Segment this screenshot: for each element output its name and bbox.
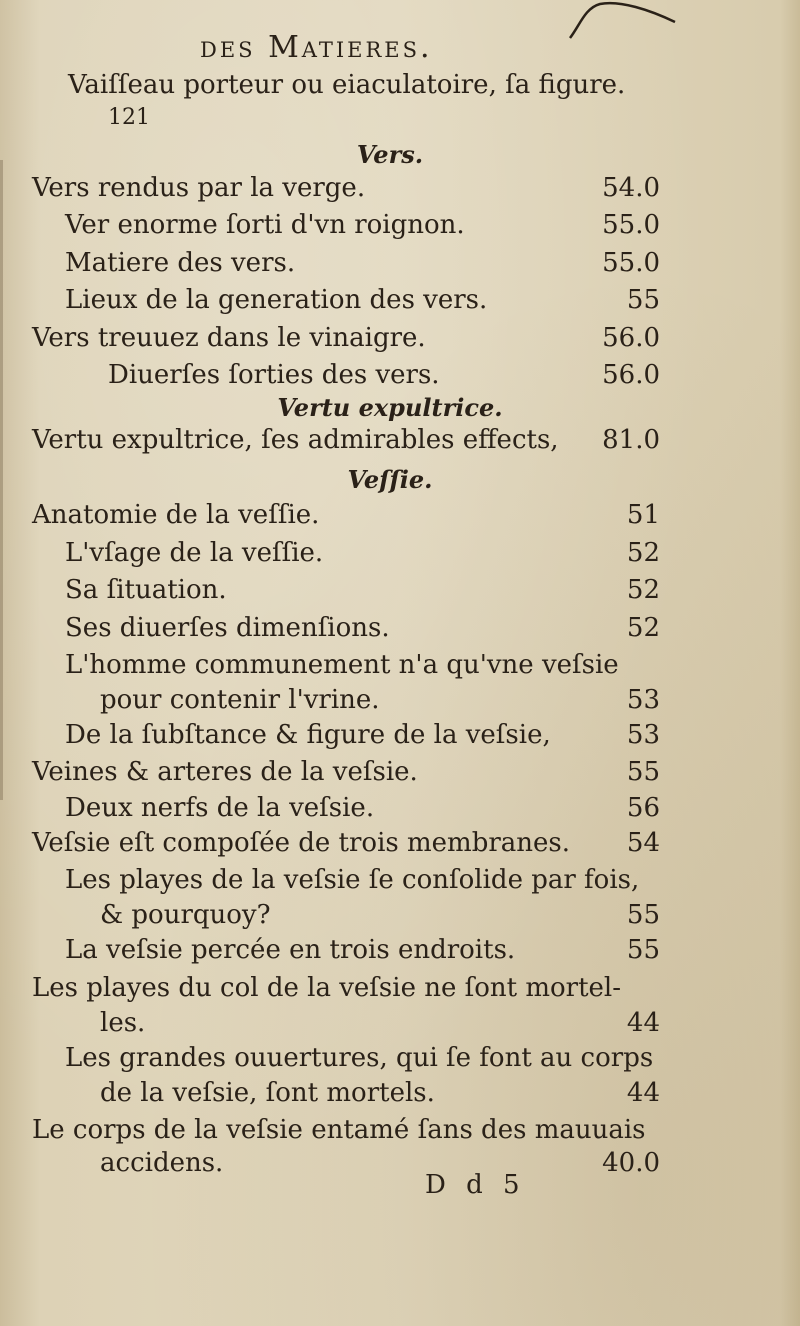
index-entry — [0, 1003, 800, 1043]
entry-page-number: 52 — [626, 538, 660, 568]
entry-page-number: 40.0 — [602, 1148, 660, 1178]
index-entry — [0, 98, 800, 138]
index-entry — [0, 205, 800, 245]
entry-page-number: 44 — [626, 1008, 660, 1038]
index-entry — [0, 788, 800, 828]
index-entry — [0, 823, 800, 863]
entry-text: Ver enorme ſorti d'vn roignon. — [65, 210, 465, 240]
index-entry — [0, 930, 800, 970]
entry-page-number: 52 — [626, 613, 660, 643]
index-entry — [0, 168, 800, 208]
entry-page-number: 55.0 — [602, 210, 660, 240]
entry-page-number: 55.0 — [602, 248, 660, 278]
entry-text: L'homme communement n'a qu'vne veſsie — [65, 650, 619, 680]
entry-page-number: 44 — [626, 1078, 660, 1108]
entry-page-number: 55 — [626, 285, 660, 315]
running-head: des Matieres. — [200, 30, 433, 65]
entry-text: Veſsie eſt compoſée de trois membranes. — [32, 828, 571, 858]
index-entry — [0, 1038, 800, 1078]
entry-text: pour contenir l'vrine. — [100, 685, 380, 715]
entry-text: Vaiſſeau porteur ou eiaculatoire, ſa figure. — [68, 70, 626, 100]
signature-mark: D d 5 — [425, 1170, 526, 1200]
index-entry — [0, 1073, 800, 1113]
entry-text: La veſsie percée en trois endroits. — [65, 935, 516, 965]
entry-text: Vers rendus par la verge. — [32, 173, 366, 203]
entry-text: de la veſsie, ſont mortels. — [100, 1078, 435, 1108]
entry-text: Vertu expultrice, ſes admirables effects, — [32, 425, 559, 455]
entry-page-number: 56.0 — [602, 323, 660, 353]
entry-text: Deux nerfs de la veſsie. — [65, 793, 375, 823]
index-entry — [0, 715, 800, 755]
entry-text: accidens. — [100, 1148, 224, 1178]
entry-page-number: 53 — [626, 720, 660, 750]
entry-text: Lieux de la generation des vers. — [65, 285, 488, 315]
entry-page-number: 52 — [626, 575, 660, 605]
index-entry — [0, 570, 800, 610]
entry-page-number: 54.0 — [602, 173, 660, 203]
entry-text: Matiere des vers. — [65, 248, 296, 278]
entry-text: De la ſubſtance & figure de la veſsie, — [65, 720, 551, 750]
index-entry — [0, 968, 800, 1008]
index-entry — [0, 860, 800, 900]
index-entry — [0, 680, 800, 720]
entry-text: Anatomie de la veſſie. — [32, 500, 320, 530]
entry-page-number: 55 — [626, 757, 660, 787]
index-entry — [0, 533, 800, 573]
section-heading-text: Veſſie. — [347, 465, 433, 494]
entry-page-number: 51 — [626, 500, 660, 530]
entry-text: Le corps de la veſsie entamé ſans des mauuais — [32, 1115, 646, 1145]
ink-flourish-mark — [560, 0, 680, 40]
entry-page-number: 56 — [626, 793, 660, 823]
entry-text: Vers treuuez dans le vinaigre. — [32, 323, 426, 353]
entry-text: 121 — [108, 105, 150, 130]
entry-text: Les grandes ouuertures, qui ſe font au corps — [65, 1043, 654, 1073]
entry-page-number: 54 — [626, 828, 660, 858]
entry-text: Ses diuerſes dimenſions. — [65, 613, 390, 643]
entry-text: Diuerſes ſorties des vers. — [108, 360, 440, 390]
index-entry — [0, 243, 800, 283]
index-entry — [0, 1143, 800, 1183]
index-entry — [0, 420, 800, 460]
entry-text: Veines & arteres de la veſsie. — [32, 757, 418, 787]
entry-text: Sa ſituation. — [65, 575, 227, 605]
entry-text: L'vſage de la veſſie. — [65, 538, 324, 568]
index-entry — [0, 280, 800, 320]
index-entry — [0, 645, 800, 685]
index-entry — [0, 608, 800, 648]
entry-page-number: 81.0 — [602, 425, 660, 455]
entry-text: Les playes de la veſsie ſe conſolide par fois, — [65, 865, 640, 895]
entry-text: les. — [100, 1008, 146, 1038]
entry-text: & pourquoy? — [100, 900, 271, 930]
section-heading — [0, 460, 800, 500]
section-heading-text: Vertu expultrice. — [277, 393, 503, 422]
entry-page-number: 55 — [626, 900, 660, 930]
entry-page-number: 53 — [626, 685, 660, 715]
entry-page-number: 55 — [626, 935, 660, 965]
entry-text: Les playes du col de la veſsie ne ſont mortel- — [32, 973, 622, 1003]
index-entry — [0, 895, 800, 935]
index-entry — [0, 495, 800, 535]
index-entry — [0, 318, 800, 358]
entry-page-number: 56.0 — [602, 360, 660, 390]
section-heading-text: Vers. — [356, 140, 424, 169]
index-entry — [0, 752, 800, 792]
